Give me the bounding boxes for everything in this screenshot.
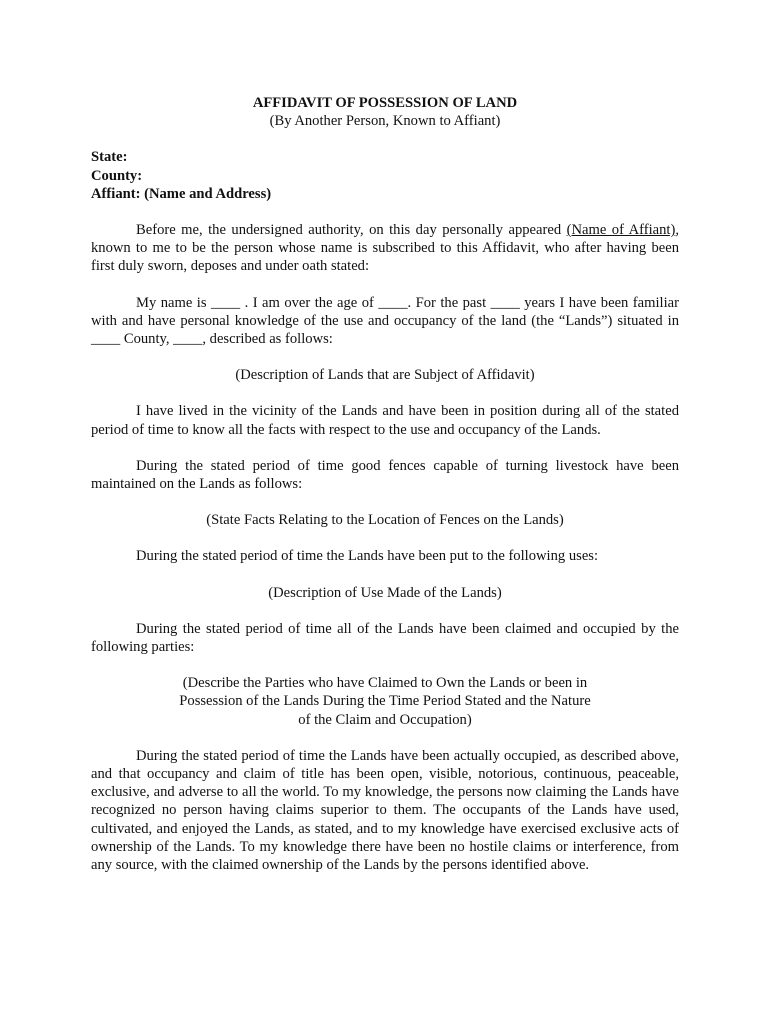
paragraph-appearance: [91, 221, 679, 276]
parties-placeholder-line-1: (Describe the Parties who have Claimed to Own the Lands or been in: [182, 675, 588, 692]
document-body: [91, 94, 679, 892]
county-field: County:: [91, 167, 143, 184]
paragraph-fences: During the stated period of time good fences capable of turning livestock have been maintained on the Lands as follows:: [91, 457, 679, 493]
uses-placeholder: (Description of Use Made of the Lands): [268, 584, 502, 601]
fences-placeholder: (State Facts Relating to the Location of Fences on the Lands): [206, 512, 564, 529]
paragraph-appearance-text-b: , known to me to be the person whose name is subscribed to this Affidavit, who after having been first duly sworn, deposes and under oath stated:: [91, 222, 679, 275]
paragraph-uses: During the stated period of time the Lands have been put to the following uses:: [136, 548, 599, 565]
paragraph-identity: My name is ____ . I am over the age of ____. For the past ____ years I have been familiar with and have personal knowledge of the use and occupancy of the land (the “Lands”) situated in ____ County, ____, described as follows:: [91, 294, 679, 348]
paragraph-vicinity: I have lived in the vicinity of the Lands and have been in position during all of the stated period of time to know all the facts with respect to the use and occupancy of the Lands.: [91, 403, 679, 438]
parties-placeholder: [91, 674, 679, 729]
lands-description-placeholder: (Description of Lands that are Subject of Affidavit): [235, 367, 535, 384]
parties-placeholder-line-2: Possession of the Lands During the Time Period Stated and the Nature: [179, 693, 591, 710]
paragraph-claimants: During the stated period of time all of the Lands have been claimed and occupied by the following parties:: [91, 620, 679, 656]
affiant-field: Affiant: (Name and Address): [91, 185, 272, 202]
state-field: State:: [91, 149, 128, 166]
paragraph-appearance-text-a: Before me, the undersigned authority, on this day personally appeared: [136, 222, 567, 239]
header-fields: [91, 148, 679, 203]
parties-placeholder-line-3: of the Claim and Occupation): [298, 711, 472, 728]
document-subtitle: (By Another Person, Known to Affiant): [269, 113, 501, 130]
paragraph-occupancy: During the stated period of time the Lands have been actually occupied, as described above, and that occupancy and claim of title has been open, visible, notorious, continuous, peaceable, exclusive, and adverse to all the world. To my knowledge, the persons now claiming the Lands have recognized no person having claims superior to them. The occupants of the Lands have used, cultivated, and enjoyed the Lands, as stated, and to my knowledge have exercised exclusive acts of ownership of the Lands. To my knowledge there have been no hostile claims or interference, from any source, with the claimed ownership of the Lands by the persons identified above.: [91, 747, 679, 874]
document-title: AFFIDAVIT OF POSSESSION OF LAND: [252, 95, 518, 111]
affiant-name-placeholder: (Name of Affiant): [566, 222, 676, 239]
